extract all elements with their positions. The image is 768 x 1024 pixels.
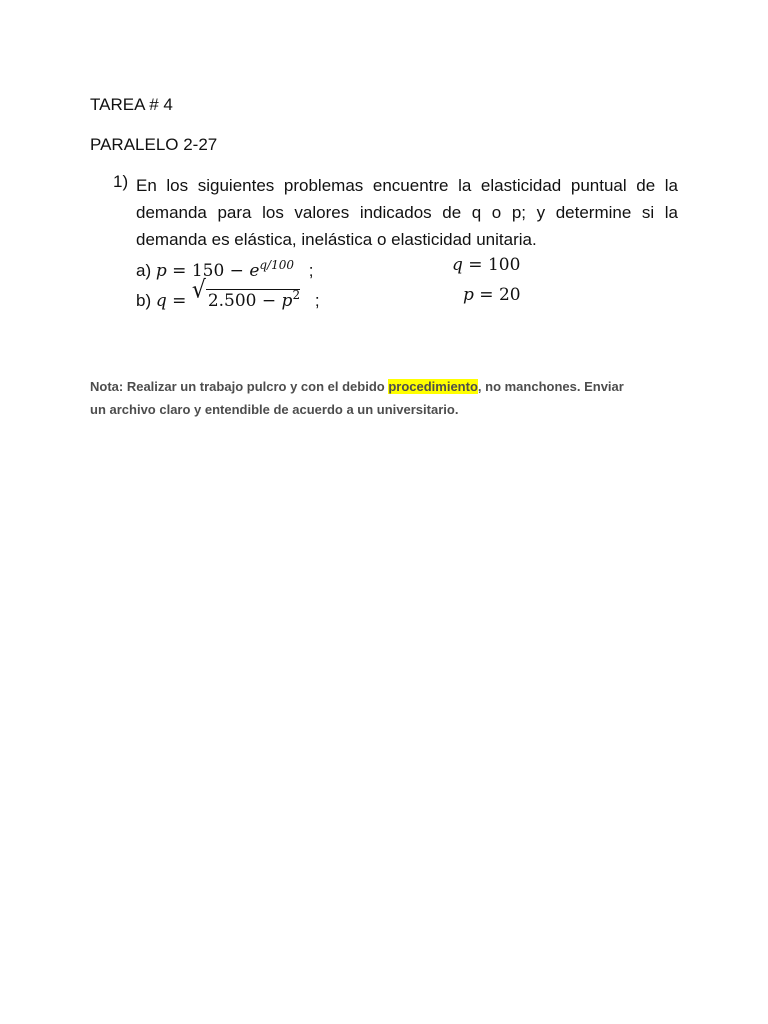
item-b-formula [155,276,301,311]
note-text-before: Nota: Realizar un trabajo pulcro y con el debido [90,379,389,394]
radicand: $2.500 - p^2$ [207,288,301,311]
problem-statement [136,172,678,253]
item-b-label: b) [136,291,152,310]
item-a-cond-eq: = [462,255,488,275]
problem-line-3: demanda es elástica, inelástica o elasticidad unitaria. [136,230,537,249]
item-a-cond-val: 100 [487,255,521,275]
assignment-title: TAREA # 4 [90,95,173,114]
sqrt-symbol [191,276,301,312]
highlighted-word: procedimiento [388,379,478,394]
problem-number: 1) [113,172,129,191]
item-a-formula [155,258,295,281]
item-a-eq: = [166,261,192,281]
radical-sign: √ [191,276,206,305]
note-text-after: , no manchones. Enviar [477,379,624,394]
item-b-eq: = [166,291,192,311]
note-paragraph [90,375,690,421]
problem-line-1: En los siguientes problemas encuentre la elasticidad puntual de la [136,176,678,195]
item-b-lhs: q [155,291,167,311]
item-a-equation [136,254,313,282]
item-b-equation [136,276,320,312]
item-a-rhs-base: e [249,261,260,281]
note-line-2: un archivo claro y entendible de acuerdo a un universitario. [90,402,459,417]
item-b-cond-eq: = [473,285,499,305]
item-a-exponent: q/100 [259,258,295,272]
item-b-separator: ; [314,291,320,310]
item-a-cond-var: q [452,255,463,275]
item-b-condition [463,284,521,306]
item-a-condition [452,254,520,276]
section-label: PARALELO 2-27 [90,135,218,154]
item-b-cond-val: 20 [498,285,521,305]
item-b-cond-var: p [463,285,474,305]
item-a-separator: ; [308,261,314,280]
item-a-rhs-main: 150 − [191,261,250,281]
problem-line-2: demanda para los valores indicados de q o p; y determine si la [136,203,678,222]
item-a-lhs: p [155,261,167,281]
item-a-label: a) [136,261,152,280]
